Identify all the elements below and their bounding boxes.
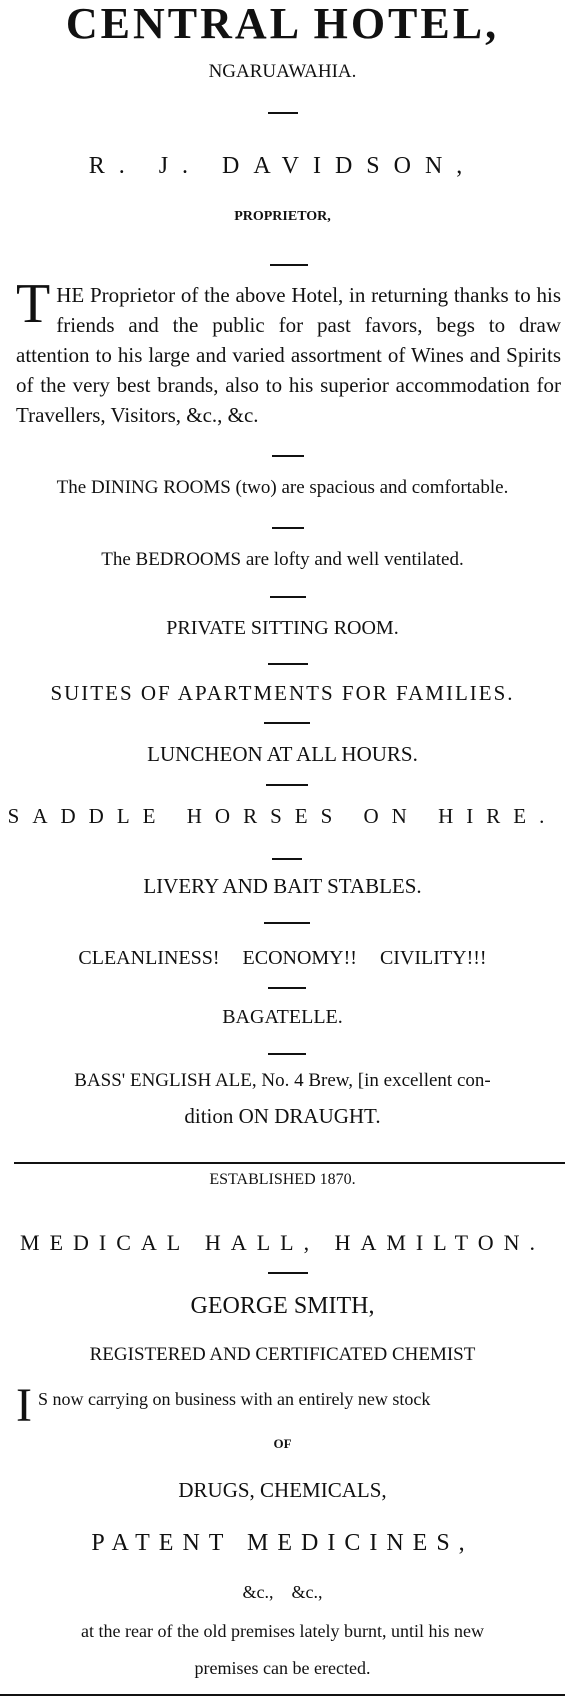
divider [266, 784, 308, 786]
section-rule [14, 1162, 565, 1164]
drugs-chemicals: DRUGS, CHEMICALS, [178, 1478, 387, 1502]
sitting-room: PRIVATE SITTING ROOM. [166, 617, 399, 639]
of-label: OF [273, 1436, 292, 1451]
chemist-intro-paragraph [16, 1379, 561, 1432]
livery-stables: LIVERY AND BAIT STABLES. [143, 874, 422, 898]
established: ESTABLISHED 1870. [209, 1171, 356, 1188]
divider [264, 922, 310, 924]
proprietor-name: R. J. DAVIDSON, [88, 153, 477, 179]
hotel-intro-text: HE Proprietor of the above Hotel, in returning thanks to his friends and the public for past favors, begs to draw attention to his large and varied assortment of Wines and Spirits of the very best brands, also to his superior accommodation for Travellers, Visitors, &c., &c. [16, 283, 561, 427]
proprietor-title: PROPRIETOR, [234, 209, 331, 224]
divider [268, 1053, 306, 1055]
divider [264, 722, 310, 724]
chemist-intro-text: S now carrying on business with an entirely new stock [37, 1389, 431, 1409]
hotel-name: CENTRAL HOTEL, [65, 0, 500, 48]
motto: CLEANLINESS! ECONOMY!! CIVILITY!!! [78, 947, 487, 969]
divider [268, 987, 306, 989]
divider [268, 112, 298, 114]
divider [268, 1272, 308, 1274]
patent-medicines: PATENT MEDICINES, [91, 1530, 474, 1556]
luncheon: LUNCHEON AT ALL HOURS. [147, 742, 418, 766]
bottom-rule [0, 1694, 565, 1696]
suites: SUITES OF APARTMENTS FOR FAMILIES. [50, 681, 515, 705]
divider [272, 858, 302, 860]
divider [270, 264, 308, 266]
rear-line-1: at the rear of the old premises lately burnt, until his new [81, 1621, 484, 1641]
bedrooms: The BEDROOMS are lofty and well ventilated. [101, 549, 464, 570]
dropcap-letter: I [16, 1379, 32, 1432]
divider [272, 527, 304, 529]
ale-line-2: dition ON DRAUGHT. [184, 1104, 381, 1128]
divider [268, 663, 308, 665]
saddle-horses: SADDLE HORSES ON HIRE. [7, 804, 558, 828]
etc-line: &c., &c., [242, 1582, 323, 1602]
dropcap-letter: T [16, 273, 51, 335]
bagatelle: BAGATELLE. [222, 1006, 343, 1028]
hotel-place: NGARUAWAHIA. [208, 61, 357, 82]
divider [272, 455, 304, 457]
dining-rooms: The DINING ROOMS (two) are spacious and comfortable. [56, 477, 509, 498]
rear-line-2: premises can be erected. [194, 1658, 371, 1678]
chemist-qualification: REGISTERED AND CERTIFICATED CHEMIST [89, 1344, 476, 1365]
medical-hall: MEDICAL HALL, HAMILTON. [20, 1230, 545, 1255]
divider [270, 596, 306, 598]
ale-line-1: BASS' ENGLISH ALE, No. 4 Brew, [in excellent con- [74, 1070, 491, 1091]
chemist-name: GEORGE SMITH, [190, 1293, 375, 1319]
hotel-intro-paragraph [16, 273, 561, 430]
